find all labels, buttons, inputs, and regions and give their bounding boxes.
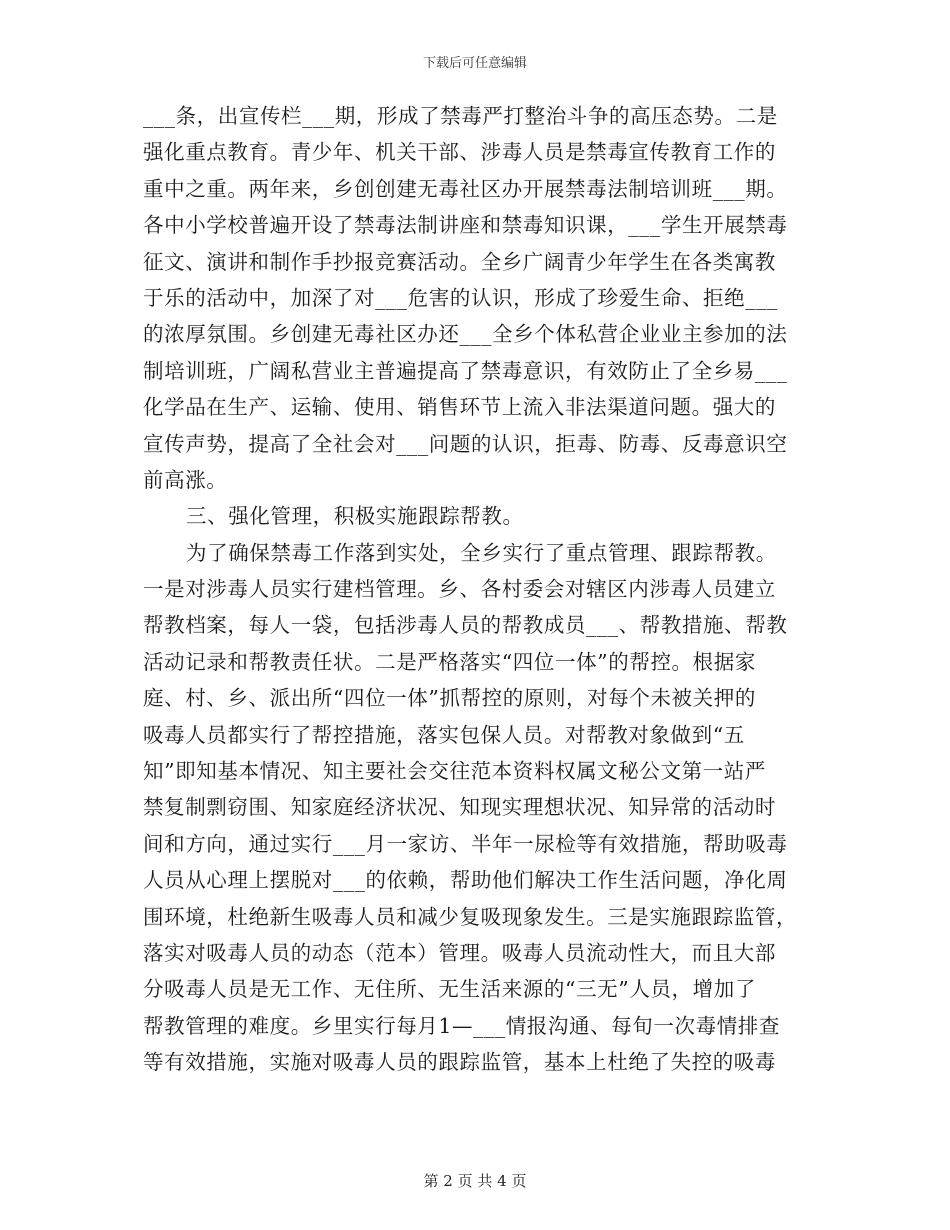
body-text-line: 围环境，杜绝新生吸毒人员和减少复吸现象发生。三是实施跟踪监管， (143, 904, 798, 929)
body-text-line: 化学品在生产、运输、使用、销售环节上流入非法渠道问题。强大的 (143, 395, 776, 420)
page-header-note: 下载后可任意编辑 (422, 56, 527, 71)
body-text-line: 庭、村、乡、派出所“四位一体”抓帮控的原则，对每个未被关押的 (143, 686, 756, 711)
body-text-line: 等有效措施，实施对吸毒人员的跟踪监管，基本上杜绝了失控的吸毒 (143, 1050, 776, 1075)
body-text-line: 宣传声势，提高了全社会对___问题的认识，拒毒、防毒、反毒意识空 (143, 431, 788, 456)
body-text-line: 前高涨。 (143, 467, 228, 492)
body-text-line: 知”即知基本情况、知主要社会交往范本资料权属文秘公文第一站严 (143, 759, 766, 784)
body-text-line: 帮教档案，每人一袋，包括涉毒人员的帮教成员___、帮教措施、帮教 (143, 613, 788, 638)
body-text-line: 征文、演讲和制作手抄报竞赛活动。全乡广阔青少年学生在各类寓教 (143, 249, 776, 274)
body-text-line: 一是对涉毒人员实行建档管理。乡、各村委会对辖区内涉毒人员建立 (143, 577, 776, 602)
body-text-line: ___条，出宣传栏___期，形成了禁毒严打整治斗争的高压态势。二是 (143, 104, 778, 128)
document-body (143, 98, 808, 1081)
body-text-line: 落实对吸毒人员的动态（范本）管理。吸毒人员流动性大，而且大部 (143, 940, 776, 965)
body-text-line: 为了确保禁毒工作落到实处，全乡实行了重点管理、跟踪帮教。 (186, 540, 777, 565)
body-text-line: 间和方向，通过实行___月一家访、半年一尿检等有效措施，帮助吸毒 (143, 831, 788, 856)
body-text-line: 于乐的活动中，加深了对___危害的认识，形成了珍爱生命、拒绝___ (143, 285, 778, 310)
body-text-line: 强化重点教育。青少年、机关干部、涉毒人员是禁毒宣传教育工作的 (143, 140, 776, 165)
body-text-line: 的浓厚氛围。乡创建无毒社区办还___全乡个体私营企业业主参加的法 (143, 322, 788, 347)
body-text-line: 分吸毒人员是无工作、无住所、无生活来源的“三无”人员，增加了 (143, 977, 756, 1002)
body-text-line: 活动记录和帮教责任状。二是严格落实“四位一体”的帮控。根据家 (143, 649, 756, 674)
page-number-footer: 第 2 页 共 4 页 (423, 1172, 527, 1190)
body-text-line: 吸毒人员都实行了帮控措施，落实包保人员。对帮教对象做到“五 (143, 722, 745, 747)
body-text-line: 禁复制剽窃围、知家庭经济状况、知现实理想状况、知异常的活动时 (143, 795, 776, 820)
body-text-line: 重中之重。两年来，乡创创建无毒社区办开展禁毒法制培训班___期。 (143, 176, 788, 201)
body-text-line: 人员从心理上摆脱对___的依赖，帮助他们解决工作生活问题，净化周 (143, 868, 788, 893)
body-text-line: 制培训班，广阔私营业主普遍提高了禁毒意识，有效防止了全乡易___ (143, 358, 788, 383)
body-text-line: 三、强化管理，积极实施跟踪帮教。 (186, 504, 524, 529)
body-text-line: 帮教管理的难度。乡里实行每月1—___情报沟通、每旬一次毒情排查 (143, 1013, 780, 1038)
body-text-line: 各中小学校普遍开设了禁毒法制讲座和禁毒知识课，___学生开展禁毒 (143, 213, 788, 238)
